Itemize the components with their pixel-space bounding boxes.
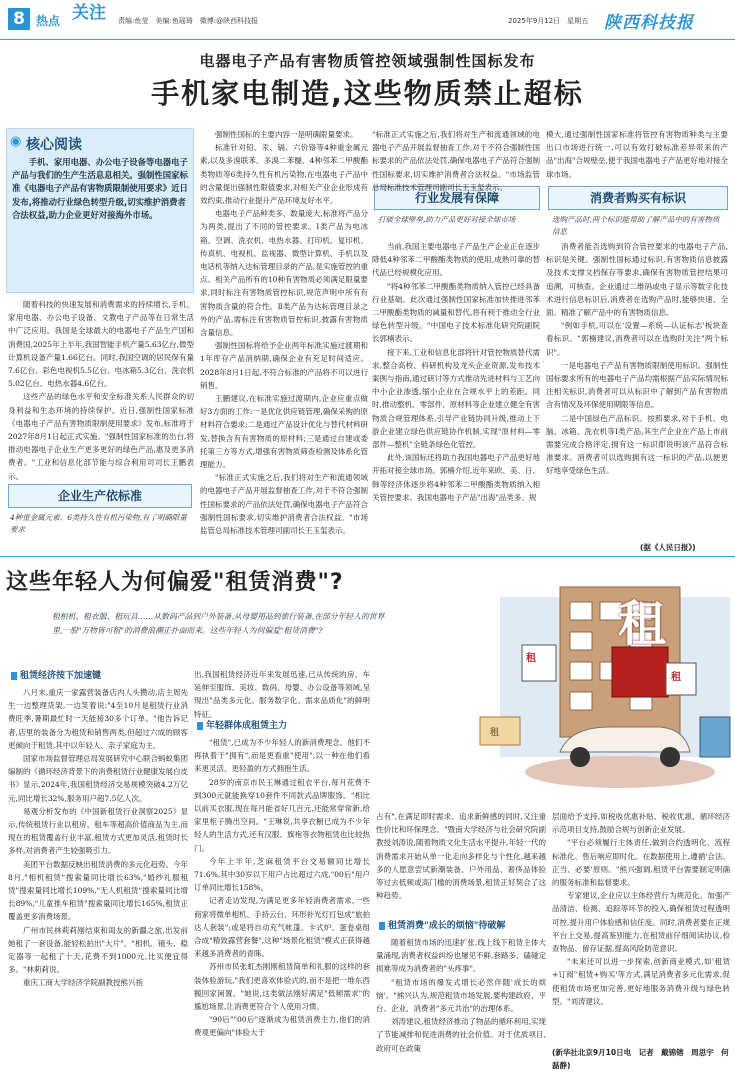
story2-column-2-top xyxy=(194,668,370,718)
paragraph: 强制性国标将给予企业两年标准实施过渡期和1年库存产品消纳期,确保企业有充足时间适应。2028年8月1日起,不符合标准的产品将不可以进行销售。 xyxy=(200,341,368,390)
paragraph: 一是电器电子产品有害物质限制使用标识。强制性国标要求所有的电器电子产品均需根据产品实际情况标注相关标识,消费者可以从标识中了解到产品有害物质含有情况及环保使用期限等信息。 xyxy=(546,360,728,410)
paragraph: 出,我国租赁经济近年来发展迅速,已从传统的房、车延伸至服饰、美妆、数码、母婴、办公设备等领域,呈现出"品类多元化、服务数字化、需求品质化"的鲜明特征。 xyxy=(194,670,370,719)
banner-consumer-sub: 选购产品时,两个标识能帮助了解产品中的有害物质信息 xyxy=(552,215,720,236)
story1-column-1 xyxy=(8,298,194,484)
paragraph: 随着科技的快速发展和消费需求的持续增长,手机、家用电器、办公电子设备、文教电子产品等在日常生活中广泛应用。我国是全球最大的电器电子产品生产国和消费国,2025年上半年,我国智能手机产量5.63亿台,微型计算机设备产量1.66亿台。同时,我国空调的居民保有量7.6亿台、彩色电视机5.5亿台、电冰箱5.3亿台、洗衣机5.02亿台、电热水器4.6亿台。 xyxy=(8,300,194,389)
issue-date: 2025年9月12日 星期五 xyxy=(508,17,589,25)
paragraph: "租赁",已成为不少年轻人的新消费理念。他们不再执着于"拥有",而是更看重"使用",以一种在他们看来更灵活、更轻盈的方式拥抱生活。 xyxy=(194,738,370,774)
illustration-sign-main: 租 xyxy=(618,596,667,652)
paragraph: "未来还可以进一步探索,创新商业模式,如'租赁+订阅''租赁+购买'等方式,满足消费者多元化需求,促使租赁市场更加完善,更好地服务消费升级与绿色转型。"刘涛建议。 xyxy=(552,957,730,1006)
story1-subtitle: 电器电子产品有害物质管控领域强制性国标发布 xyxy=(199,52,536,70)
paragraph: 易观分析发布的《中国新租赁行业洞察2025》显示,传统租赁行业以租房、租车等超高价值商品为主,而现在的租赁覆盖行业丰富,租赁方式更加灵活,租赁时长多样,对消费者产生较强吸引力。 xyxy=(8,806,188,856)
paragraph: 八月末,重庆一家露营装备店内人头攒动,店主周先生一边整理货架,一边笑着说:"4至10月是租赁行业消费旺季,暑期最忙时一天能接30多个订单。"他告诉记者,店里的装备分为租赁和销售两类,但超过六成的顾客更倾向于租赁,其中以年轻人、亲子家庭为主。 xyxy=(8,688,188,750)
paragraph: "标准正式实施之后,我们将对生产和流通领域的电器电子产品开展监督抽查工作,对于不符合强制性国标要求的产品依法处罚,确保电器电子产品符合强制性国标要求,切实维护消费者合法权益。"市场监管总局标准技术管理司副司长王玉玺表示。 xyxy=(200,473,368,536)
story2-subhead-2: 年轻群体成租赁主力 xyxy=(194,718,370,734)
paragraph: 标准针对铅、汞、镉、六价铬等4种重金属元素,以及多溴联苯、多溴二苯醚、4种邻苯二甲酸酯类物质等6类持久性有机污染物,在电器电子产品中的含量提出强制性限值要求,对相关产业企业形成有效约束,推动行业提升产品环境友好水平。 xyxy=(200,143,368,206)
story-divider xyxy=(0,556,735,557)
story2-title: 这些年轻人为何偏爱"租赁消费"? xyxy=(6,570,344,595)
banner-industry: 行业发展有保障 xyxy=(374,186,540,210)
story2-column-3-top xyxy=(376,810,546,916)
story1-column-3-top xyxy=(372,128,540,192)
story1-byline: (据《人民日报》) xyxy=(640,543,696,552)
paragraph: 王鹏建议,在标准实施过渡期内,企业应重点做好3方面的工作:一是优化供应链管理,确保采购的原材料符合要求;二是通过产品设计优化与替代材料研发,替换含有有害物质的原材料;三是通过自建或委托第三方等方式,增强有害物质筛查检测及体系化管理能力。 xyxy=(200,394,368,470)
paragraph: 模大,通过强制性国家标准将管控有害物质种类与主要出口市场进行统一,可以有效打破标准差异带来的产品"出海"合规壁垒,便于我国电器电子产品更好地对接全球市场。 xyxy=(546,130,728,179)
paragraph: 随着租赁市场的迅速扩张,线上线下租赁主体大量涌现,消费者权益纠纷也屡见不鲜,套路多、磕碰定损难等成为消费者的"头疼事"。 xyxy=(376,938,546,974)
paragraph: 此外,该国标还将助力我国电器电子产品更好地开拓对接全球市场。郭楠介绍,近年来欧、美、日、韩等经济体逐步将4种邻苯二甲酸酯类物质纳入相关管控要求。我国电器电子产品"出海"品类多、规 xyxy=(372,453,540,502)
paragraph: 广州市民林莉莉刚结束和闺友的新疆之旅,出发前她租了一套设备,能轻松拍出"大片"。"相机、镜头、稳定器等一起租了十天,花费不到1000元,比买便宜得多。"林莉莉说。 xyxy=(8,925,188,975)
banner-enterprise: 企业生产依标准 xyxy=(8,484,192,508)
paragraph: 专家建议,企业应以主体经营行为规范化。加强产品清洁、检测、追踪等环节的投入,确保租赁过程透明可控,提升用户体验感和信任度。同时,消费者要在正规平台上交易,提高鉴别能力,在租赁前仔细阅读协议,检查物品、留存证据,提高风险防范意识。 xyxy=(552,891,730,954)
story1-column-3 xyxy=(372,240,540,556)
paragraph: 记者走访发现,为满足更多年轻消费者需求,一些商家将微单相机、手持云台、环形补光灯打包成"旅拍达人套装";或是将自动充气帐篷、卡式炉、蛋卷桌组合成"精致露营套餐",这种"场景化租赁"模式正获得越来越多消费者的青睐。 xyxy=(194,896,370,959)
rental-illustration xyxy=(470,567,735,807)
masthead-logo: 陕西科技报 xyxy=(604,13,694,33)
story1-title: 手机家电制造,这些物质禁止超标 xyxy=(151,77,584,110)
core-reading-body: 手机、家用电器、办公电子设备等电器电子产品与我们的生产生活息息相关。强制性国家标准《电器电子产品有害物质限制使用要求》近日发布,将推动行业绿色转型升级,切实维护消费者合法权益,助力企业更好对接海外市场。 xyxy=(12,157,188,220)
paragraph: "标准正式实施之后,我们将对生产和流通领域的电器电子产品开展监督抽查工作,对于不符合强制性国标要求的产品依法处罚,确保电器电子产品符合强制性国标要求,切实维护消费者合法权益。"市场监管总局标准技术管理司副司长王玉玺表示。 xyxy=(372,130,540,192)
banner-industry-sub: 打破全球壁垒,助力产品更好对接全球市场 xyxy=(378,215,516,224)
paragraph: 重庆工商大学经济学院副教授熊兴指 xyxy=(23,978,143,988)
story1-column-4 xyxy=(546,240,728,540)
story2-byline: (新华社北京9月10日电 记者 戴锦镕 周思宇 何磊静) xyxy=(552,1048,729,1070)
paragraph: 二是中国绿色产品标识。按照要求,对于手机、电脑、冰箱、洗衣机等Ⅰ类产品,其生产企业在产品上市前需要完成合格评定,拥有这一标识即说明该产品符合标准要求。消费者可以选购拥有这一标识的产品,以便更好地享受绿色生活。 xyxy=(546,413,728,476)
editor-credits: 责编:鱼莹 美编:鱼瑶琦 微博:@陕西科技报 xyxy=(118,17,259,25)
section-label: 热点 xyxy=(36,14,61,28)
paragraph: 今年上半年,芝麻租赁平台交易额同比增长71.6%,其中30岁以下用户占比超过六成,"00后"用户订单同比增长158%。 xyxy=(194,856,370,893)
paragraph: 消费者能否选购到符合管控要求的电器电子产品,标识是关键。强制性国标通过标识,有害物质信息披露及技术支撑文档保存等要求,确保有害物质管控结果可追溯、可核查。企业通过二维码或电子显示等数字化技术进行信息标识后,消费者在选购产品时,能够快速、全面、精准了解产品中的有害物质信息。 xyxy=(546,242,728,318)
paragraph: 国家市场监督管理总局发展研究中心联合蚂蚁集团编制的《循环经济背景下的消费租赁行业健康发展白皮书》显示,2024年,我国租赁经济交易规模突破4.2万亿元,同比增长32%,服务用户超7.5亿人次。 xyxy=(8,754,188,803)
story2-lead: 租相机、租衣服、租玩具……从数码产品到户外装备,从母婴用品到旅行装备,在部分年轻人的世界里,一股"万物皆可租"的消费浪潮正扑面而来。这些年轻人为何偏爱"租赁消费"? xyxy=(52,612,385,635)
story2-column-3 xyxy=(376,936,546,1074)
story1-column-4-top xyxy=(546,128,728,184)
illustration-sign-right: 租 xyxy=(671,672,681,683)
page-number: 8 xyxy=(8,8,30,30)
paragraph: "租赁市场的爆发式增长必然伴随'成长的烦恼'。"熊兴认为,规范租赁市场发展,要构建政府、平台、企业、消费者"多元共治"的治理体系。 xyxy=(376,977,546,1014)
paragraph: 占有",在满足即时需求、追求新鲜感的同时,又注重性价比和环保理念。"暨南大学经济与社会研究院副教授刘涛说,随着物质文化生活水平提升,年轻一代的消费需求开始从单一化走向多样化与个性化,越来越多的人愿意尝试新潮装备、户外用品、奢侈品体验等过去低频或高门槛的消费场景,租赁正好契合了这种趋势。 xyxy=(376,812,546,901)
paragraph: 电器电子产品种类多、数量庞大,标准将产品分为两类,提出了不同的管控要求。Ⅰ类产品为电冰箱、空调、洗衣机、电热水器、打印机、复印机、传真机、电视机、监视器、微型计算机、手机以及电话机等纳入达标管理目录的产品,是实施管控的重点。相关产品所有的10种有害物质必须满足限量要求,同时标注有害物质管控标识,规范声明中所有有害物质含量的符合性。Ⅱ类产品为达标管理目录之外的产品,需标注有害物质管控标识,披露有害物质含量信息。 xyxy=(200,209,368,338)
paragraph: "90后""00后"逐渐成为租赁消费主力,他们的消费观更偏向"体验大于 xyxy=(194,1015,370,1038)
paragraph: 这些产品的绿色水平和安全标准关系人民群众的切身利益和生态环境的持续保护。近日,强制性国家标准《电器电子产品有害物质限制使用要求》发布,标准将于2027年8月1日起正式实施。"强制性国家标准的出台,将推动电器电子企业生产更多更好的绿色产品,惠及更多消费者。"工业和信息化部节能与综合利用司司长王鹏表示。 xyxy=(8,392,194,481)
paragraph: 接下来,工业和信息化部将针对管控物质替代需求,整合高校、科研机构及龙头企业资源,发布技术案例与指南,通过研讨等方式推动先进材料与工艺向中小企业渗透,缩小企业在合规水平上的差距。同时,推动整机、零部件、原材料等企业建立健全有害物质合规管理体系,引导产业链协同升级,推动上下游企业建立绿色供应链协作机制,实现"原材料—零部件—整机"全链条绿色化管控。 xyxy=(372,347,540,450)
illustration-sign-left: 租 xyxy=(526,653,536,664)
paragraph: 美团平台数据反映出租赁消费的多元化趋势。今年8月,"相机租赁"搜索量同比增长63%,"婚纱礼服租赁"搜索量同比增长109%,"无人机租赁"搜索量同比增长89%,"儿童推车租赁"搜索量同比增长165%,租赁正覆盖更多消费场景。 xyxy=(8,859,188,922)
story2-subhead-1: 租赁经济按下加速键 xyxy=(8,668,188,684)
core-reading-title: 核心阅读 xyxy=(26,137,82,153)
paragraph: 苏州市民张虹杰刚刚租赁简单和礼服的这样的套装体验游玩,"我们更喜欢体验式的,而不是把一堆东西搬回家闲置。"她说,这类做法刚好满足"低频需求"的尴尬场景,让消费更符合个人使用习惯。 xyxy=(194,962,370,1012)
illustration-sign-box: 租 xyxy=(490,728,500,738)
story2-column-1 xyxy=(8,686,188,1074)
story2-subhead-3: 租赁消费"成长的烦恼"待破解 xyxy=(376,918,546,934)
paragraph: 28岁的南京市民王琳通过租衣平台,每月花费不到300元就能换穿10套件不同款式品牌服饰。"相比以前买衣服,现在每月能省好几百元,还能常穿常新,给家里柜子腾出空间。"王琳说,共享衣橱已成为不少年轻人的生活方式,还有汉服、旗袍等衣物租赁也比较热门。 xyxy=(194,777,370,853)
section-focus-label: 关注 xyxy=(72,3,106,23)
paragraph: "平台必须履行主体责任,做到合约透明化、流程标准化、售后响应即时化。在数据使用上,遵循'合法、正当、必要'原则。"熊兴强调,租赁平台需要制定明确的服务标准和监督要求。 xyxy=(552,838,730,888)
paragraph: 强制性国标的主要内容一是明确限量要求。 xyxy=(215,130,358,139)
paragraph: 层面给予支持,如税收优惠补贴、税收优惠、循环经济示范项目支持,鼓励合规与创新企业发展。 xyxy=(552,812,730,835)
paragraph: "将4种邻苯二甲酸酯类物质纳入管控已经具备行业基础。此次通过强制性国家标准加快推进邻苯二甲酸酯类物质的减量和替代,将有利于推动全行业绿色转型升级。"中国电子技术标准化研究院副院长郭楠表示。 xyxy=(372,281,540,344)
paragraph: 刘涛建议,租赁经济推动了物品的循环利用,实现了节能减排和促进消费的社会价值。对于优质项目,政府可在政策 xyxy=(376,1017,546,1053)
banner-consumer: 消费者购买有标识 xyxy=(548,186,728,210)
lightbulb-icon: ◉ xyxy=(10,134,22,149)
story2-column-2 xyxy=(194,736,370,1074)
paragraph: 当前,我国主要电器电子产品生产企业正在逐步降低4种邻苯二甲酸酯类物质的使用,成熟可靠的替代品已经规模化应用。 xyxy=(372,242,540,278)
story1-column-2 xyxy=(200,128,368,556)
story2-column-4 xyxy=(552,810,730,1048)
banner-enterprise-sub: 4种重金属元素、6类持久性有机污染物,有了明确限量要求 xyxy=(10,513,187,534)
paragraph: "例如手机,可以在'设置—系统—认证标志'板块查看标识。"郭楠建议,消费者可以在选购时关注"两个标识"。 xyxy=(546,321,728,357)
